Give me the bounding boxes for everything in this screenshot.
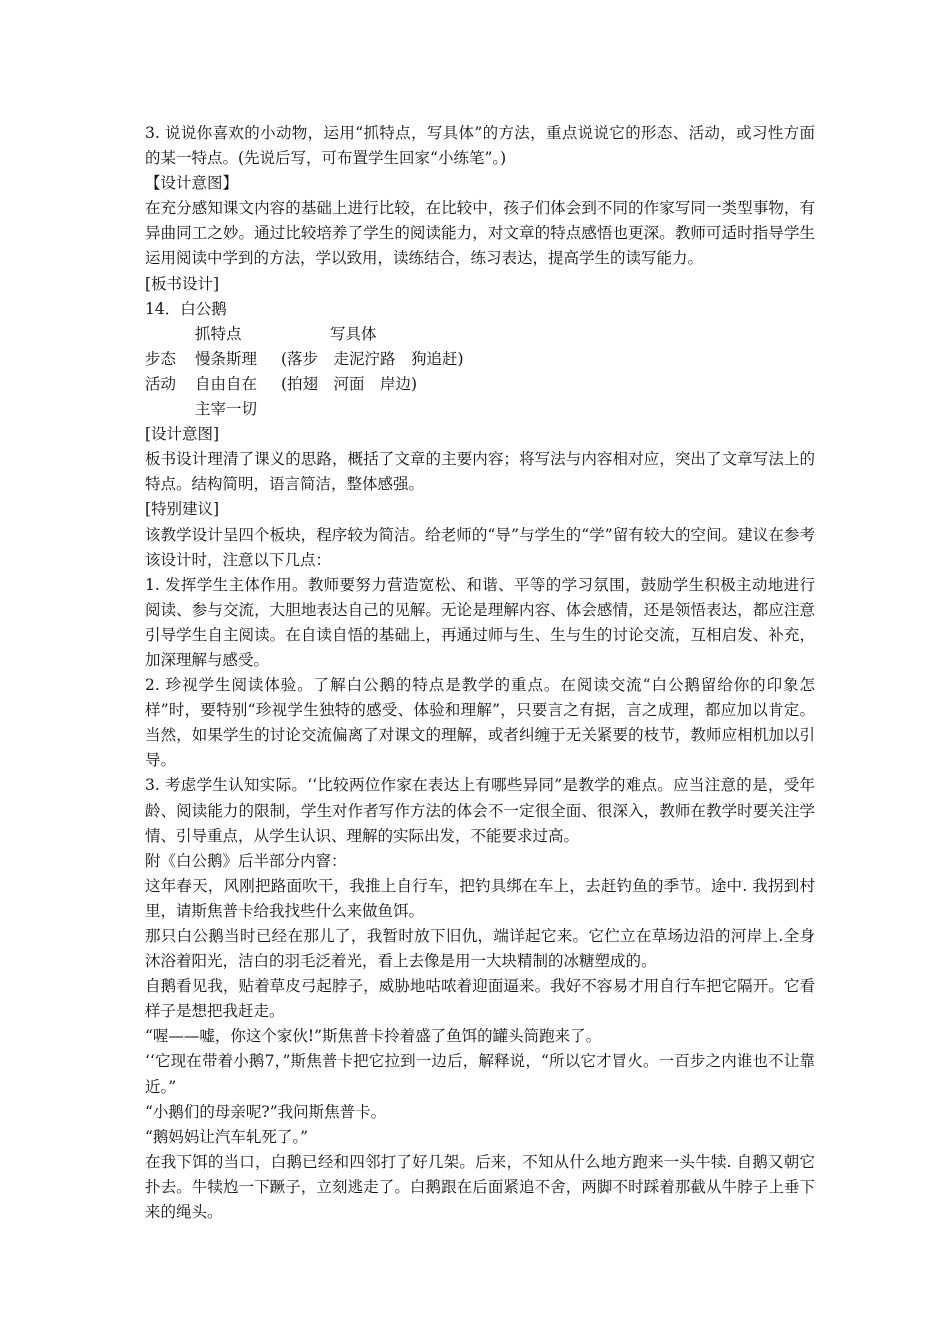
advice-item-1: 1. 发挥学生主体作用。教师要努力营造宽松、和谐、平等的学习氛围，鼓励学生积极主动地进行阅读、参与交流，大胆地表达自己的见解。无论是理解内容、体会感情，还是领悟表达，都应注意引导学生自主阅读。在自读自悟的基础上，再通过师与生、生与生的讨论交流，互相启发、补充，加深理解与感受。 [145, 575, 815, 669]
board-header-details: 写具体 [330, 324, 377, 343]
board-row-dominance [145, 397, 815, 422]
board-row-label: 活动 [145, 374, 177, 393]
story-dialogue: ‘‘它现在带着小鹅7，”斯焦普卡把它拉到一边后，解释说，“所以它才冒火。一百步之内谁也不让靠近。” [145, 1052, 815, 1096]
advice-item-3: 3. 考虑学生认知实际。‘‘比较两位作家在表达上有哪些异同”是教学的难点。应当注意的是，受年龄、阅读能力的限制，学生对作者写作方法的体会不一定很全面、很深入，教师在教学时要关注学情、引导重点，从学生认识、理解的实际出发，不能要求过高。 [145, 776, 815, 845]
board-row-activity [145, 372, 815, 397]
board-header-row [145, 322, 815, 347]
story-paragraph: 这年春天，风刚把路面吹干，我推上自行车，把钓具绑在车上，去赶钓鱼的季节。途中. 我拐到村里，请斯焦普卡给我找些什么来做鱼饵。 [145, 876, 815, 920]
document-page [145, 121, 815, 1225]
appendix-heading: 附《白公鹅》后半部分内窨： [145, 851, 347, 870]
board-header-traits: 抓特点 [195, 324, 242, 343]
story-dialogue: “喔——嘘，你这个家伙!”斯焦普卡拎着盛了鱼饵的罐头筒跑来了。 [145, 1027, 602, 1046]
design-intent-heading-2: [设计意图] [145, 425, 220, 444]
board-row-gait [145, 347, 815, 372]
story-paragraph: 那只白公鹅当时已经在那儿了，我暂时放下旧仇，端详起它来。它伫立在草场边沿的河岸上.全身沐浴着阳光，洁白的羽毛泛着光，看上去像是用一大块精制的冰糖塑成的。 [145, 927, 815, 971]
lesson-title: 14．白公鹅 [145, 299, 227, 318]
board-row-trait: 自由自在 [195, 374, 258, 393]
story-paragraph: 在我下饵的当口，白鹅已经和四邻打了好几架。后来，不知从什么地方跑来一头牛犊. 自鹅又朝它扑去。牛犊尥一下蹶子，立刻逃走了。白鹅跟在后面紧追不舍，两脚不时踩着那截从牛脖子上垂下来的绳头。 [145, 1152, 815, 1222]
design-intent-heading: 【设计意图】 [145, 174, 239, 193]
board-intent-paragraph: 板书设计理清了课义的思路，概括了文章的主要内容；将写法与内容相对应，突出了文章写法上的特点。结构简明，语言简洁，整体感强。 [145, 450, 815, 494]
board-row-trait: 慢条斯理 [195, 349, 258, 368]
board-row-detail: (落步 走泥泞路 狗追赶) [281, 349, 464, 368]
board-row-label: 步态 [145, 349, 177, 368]
board-row-detail: (拍翅 河面 岸边) [281, 374, 418, 393]
story-paragraph: 自鹅看见我，贴着草皮弓起脖子，威胁地咕哝着迎面逼来。我好不容易才用自行车把它隔开。它看样子是想把我赶走。 [145, 977, 815, 1021]
advice-intro: 该教学设计呈四个板块，程序较为简洁。给老师的“导”与学生的“学”留有较大的空间。建议在参考该设计时，注意以下几点： [145, 525, 815, 569]
advice-item-2: 2. 珍视学生阅读体验。了解白公鹅的特点是教学的重点。在阅读交流“白公鹅留给你的印象怎样”时，要特别“珍视学生独特的感受、体验和理解”，只要言之有据，言之成理，都应加以肯定。当然，如果学生的讨论交流偏离了对课文的理解，或者纠缠于无关紧要的枝节，教师应相机加以引导。 [145, 676, 815, 770]
exercise-item-3: 3. 说说你喜欢的小动物，运用“抓特点，写具体”的方法，重点说说它的形态、活动，或习性方面的某一特点。(先说后写，可布置学生回家“小练笔”。) [145, 124, 815, 168]
story-dialogue: “小鹅们的母亲呢?”我问斯焦普卡。 [145, 1102, 387, 1121]
board-design-heading: [板书设计] [145, 274, 220, 293]
board-row-trait: 主宰一切 [195, 400, 258, 419]
special-advice-heading: [特别建议] [145, 500, 220, 519]
story-dialogue: “鹅妈妈让汽车轧死了。” [145, 1127, 309, 1146]
design-intent-paragraph: 在充分感知课文内容的基础上进行比较，在比较中，孩子们体会到不同的作家写同一类型事物，有异曲同工之妙。通过比较培养了学生的阅读能力，对文章的特点感悟也更深。教师可适时指导学生运用阅读中学到的方法，学以致用，读练结合，练习表达，提高学生的读写能力。 [145, 199, 815, 268]
